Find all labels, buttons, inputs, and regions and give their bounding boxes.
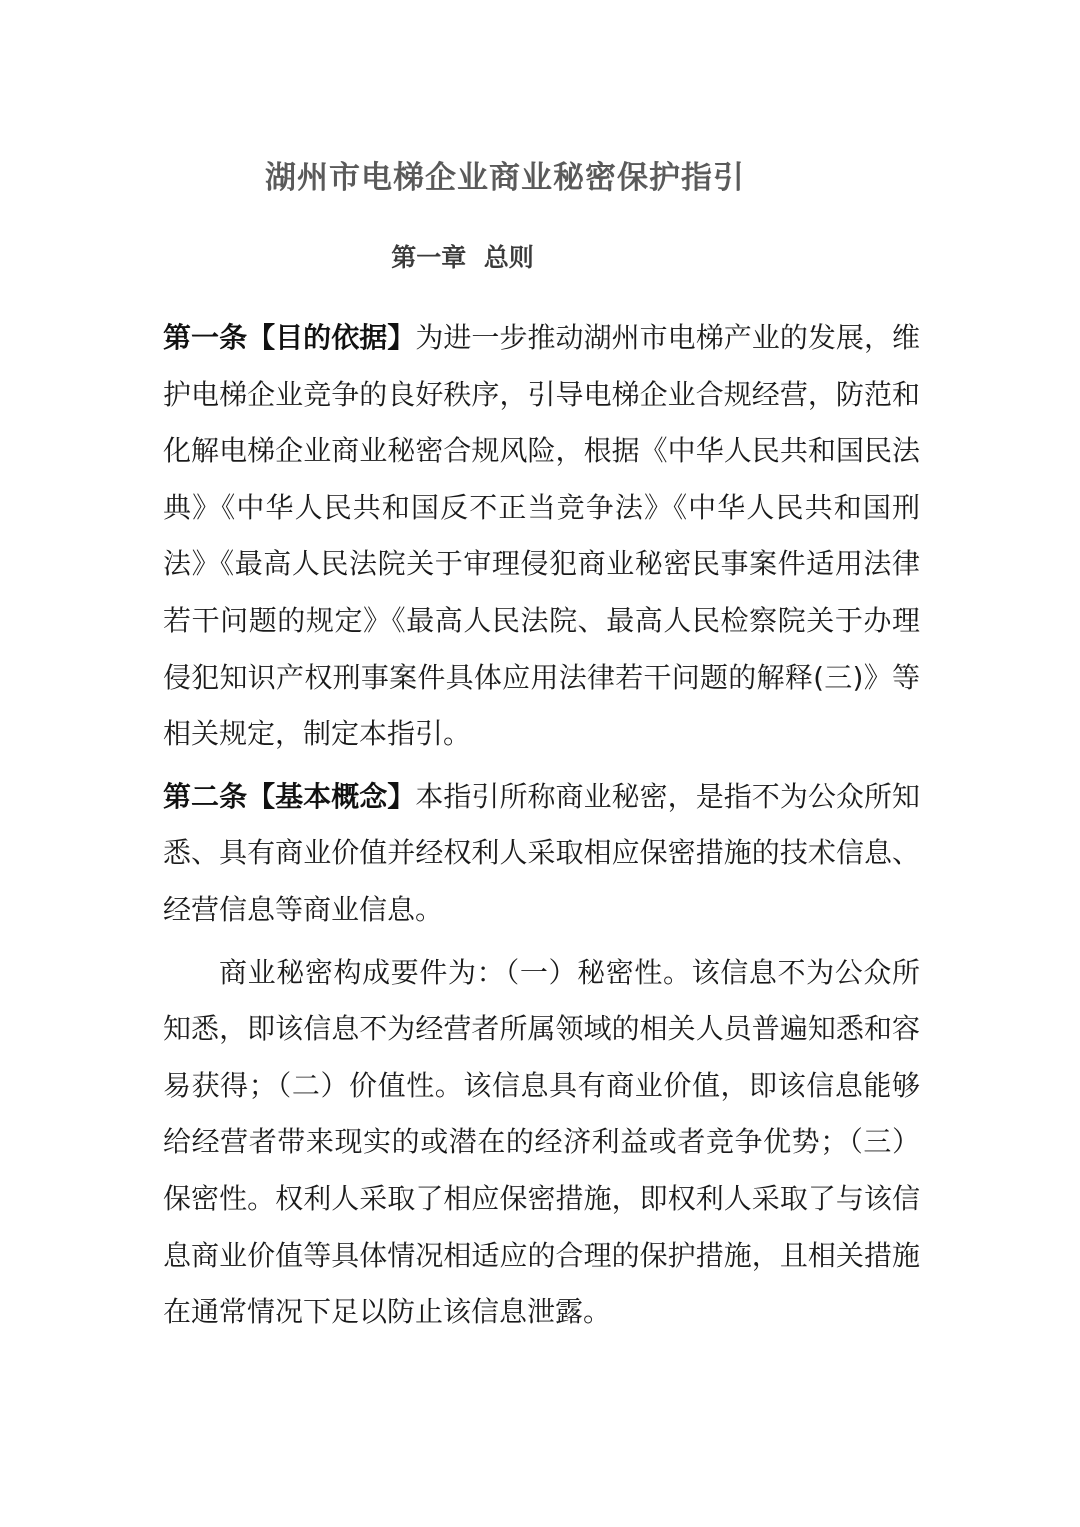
document-body <box>163 310 920 1341</box>
article-2-paragraph <box>163 769 920 939</box>
document-title: 湖州市电梯企业商业秘密保护指引 <box>265 160 745 196</box>
trade-secret-elements-text: 商业秘密构成要件为：（一）秘密性。该信息不为公众所知悉，即该信息不为经营者所属领域的相关人员普遍知悉和容易获得；（二）价值性。该信息具有商业价值，即该信息能够给经营者带来现实的或潜在的经济利益或者竞争优势；（三）保密性。权利人采取了相应保密措施，即权利人采取了与该信息商业价值等具体情况相适应的合理的保护措施，且相关措施在通常情况下足以防止该信息泄露。 <box>163 955 920 1329</box>
article-2-label: 第二条【基本概念】 <box>163 779 416 813</box>
article-2-text: 本指引所称商业秘密，是指不为公众所知悉、具有商业价值并经权利人采取相应保密措施的技术信息、经营信息等商业信息。 <box>163 779 920 926</box>
trade-secret-elements-paragraph <box>163 945 920 1341</box>
article-1-paragraph <box>163 310 920 763</box>
article-1-label: 第一条【目的依据】 <box>163 321 416 354</box>
chapter-heading: 第一章 总则 <box>391 243 534 272</box>
article-1-text: 为进一步推动湖州市电梯产业的发展，维护电梯企业竞争的良好秩序，引导电梯企业合规经营，防范和化解电梯企业商业秘密合规风险，根据《中华人民共和国民法典》《中华人民共和国反不正当竞争法》《中华人民共和国刑法》《最高人民法院关于审理侵犯商业秘密民事案件适用法律若干问题的规定》《最高人民法院、最高人民检察院关于办理侵犯知识产权刑事案件具体应用法律若干问题的解释(三)》等相关规定，制定本指引。 <box>163 321 920 751</box>
